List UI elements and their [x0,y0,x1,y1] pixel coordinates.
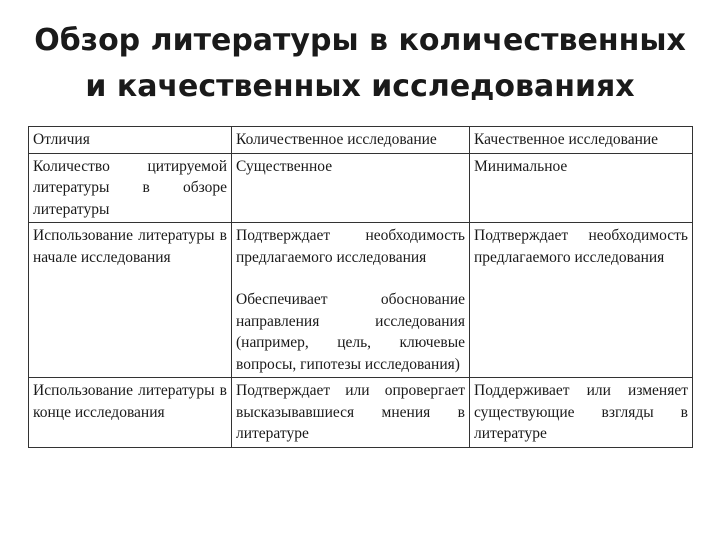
page-title-line-2: и качественных исследованиях [85,69,635,104]
page-title-line-1: Обзор литературы в количественных [34,23,686,58]
header-cell-quantitative: Количественное исследование [232,127,470,154]
header-cell-qualitative: Качественное исследование [470,127,693,154]
cell-qualitative-end: Поддерживает или изменяет существующие взгляды в литературе [470,378,693,448]
cell-paragraph: Подтверждает необходимость предлагаемого исследования [236,227,465,266]
table-row [29,153,693,223]
row-label-literature-amount: Количество цитируемой литературы в обзоре литературы [29,153,232,223]
header-cell-differences: Отличия [29,127,232,154]
cell-quantitative-amount: Существенное [232,153,470,223]
cell-paragraph: Обеспечивает обоснование направления исследования (например, цель, ключевые вопросы, гипотезы исследования) [236,291,465,373]
page-title [0,18,720,110]
row-label-literature-at-end: Использование литературы в конце исследования [29,378,232,448]
cell-qualitative-amount: Минимальное [470,153,693,223]
table-row [29,223,693,378]
row-label-literature-at-start: Использование литературы в начале исследования [29,223,232,378]
table-row [29,378,693,448]
comparison-table [28,126,693,448]
cell-quantitative-end: Подтверждает или опровергает высказывавшиеся мнения в литературе [232,378,470,448]
cell-quantitative-start [232,223,470,378]
cell-qualitative-start: Подтверждает необходимость предлагаемого исследования [470,223,693,378]
table-header-row [29,127,693,154]
